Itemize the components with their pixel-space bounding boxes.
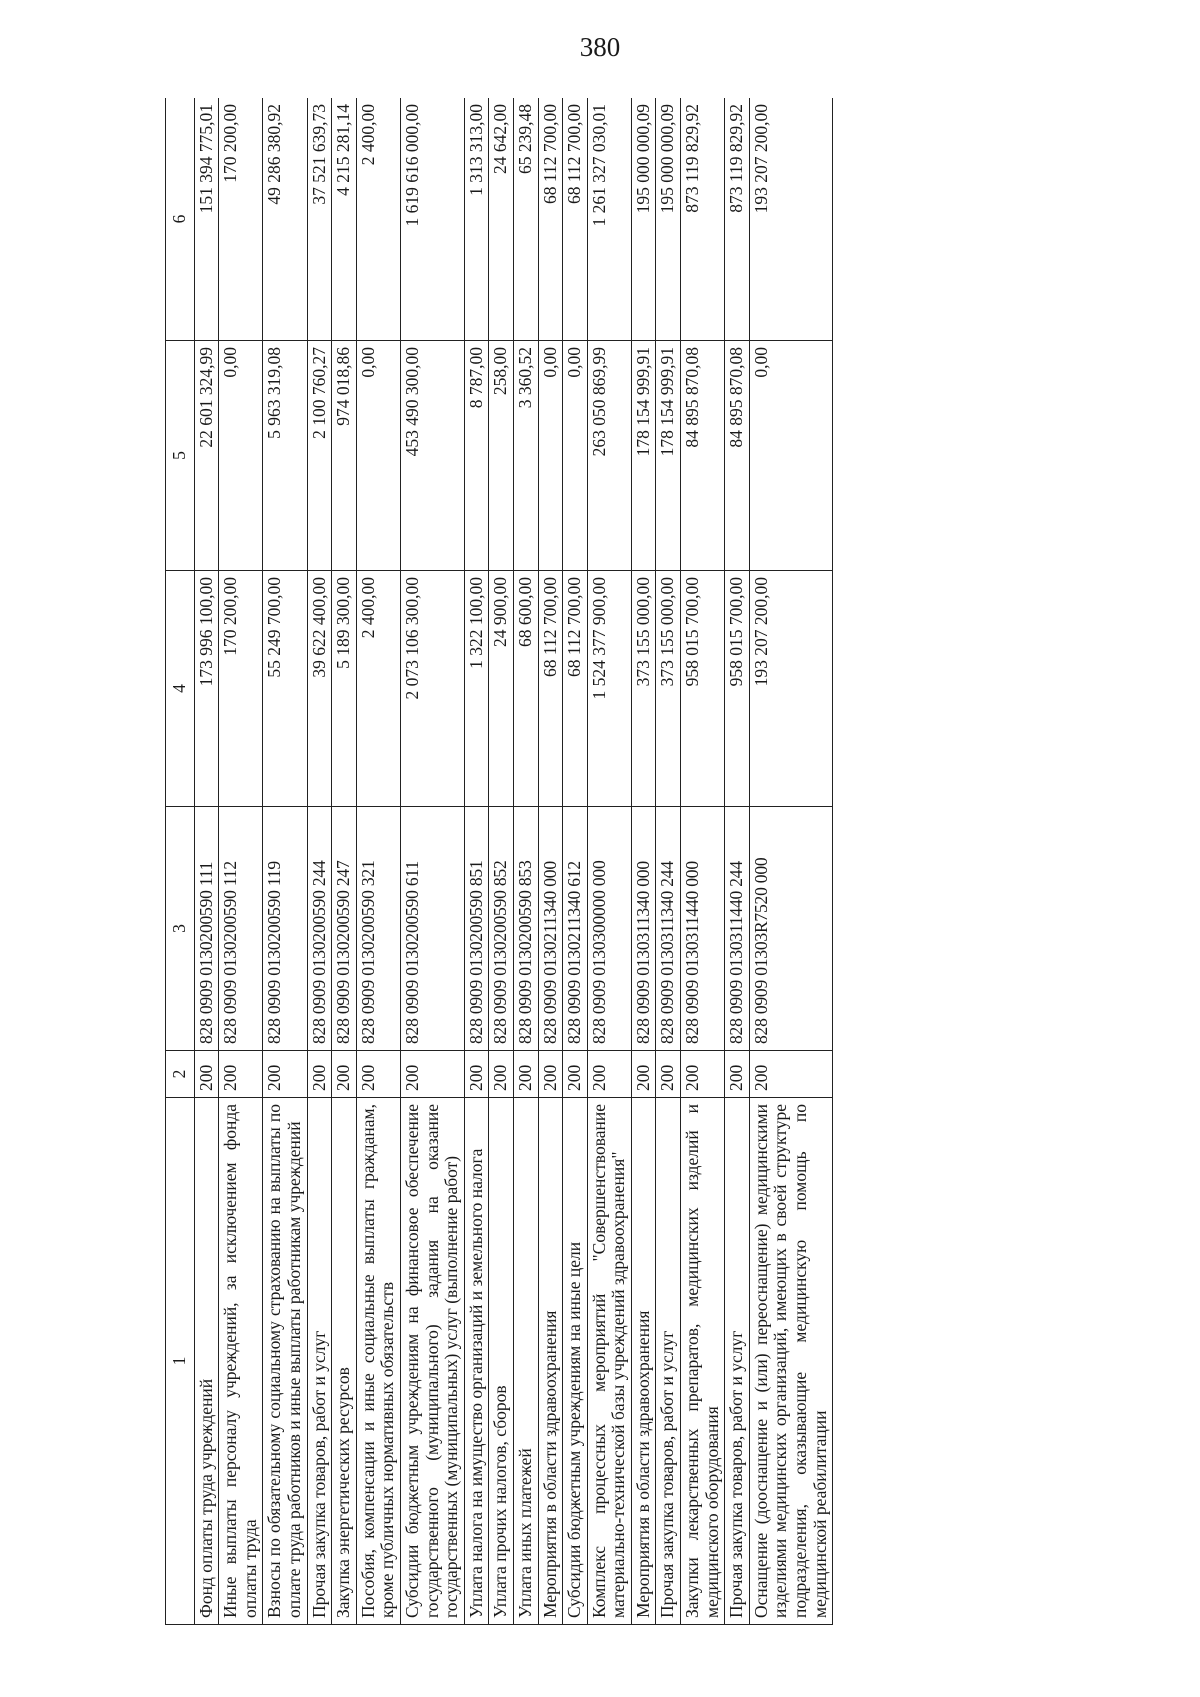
column-header: 2 — [166, 1051, 195, 1098]
row-approved-cell: 5 189 300,00 — [332, 571, 357, 807]
row-code-cell: 200 — [332, 1051, 357, 1098]
row-kbk-cell: 828 0909 0130311340 000 — [631, 807, 656, 1051]
table-row — [263, 98, 307, 1625]
row-code-cell: 200 — [587, 1051, 631, 1098]
row-kbk-cell: 828 0909 0130200590 247 — [332, 807, 357, 1051]
row-executed-cell: 22 601 324,99 — [194, 341, 219, 571]
row-code-cell: 200 — [749, 1051, 832, 1098]
row-kbk-cell: 828 0909 0130200590 112 — [219, 807, 263, 1051]
row-executed-cell: 0,00 — [563, 341, 588, 571]
row-remaining-cell: 151 394 775,01 — [194, 98, 219, 341]
row-executed-cell: 263 050 869,99 — [587, 341, 631, 571]
row-code-cell: 200 — [538, 1051, 563, 1098]
rotated-table-container — [165, 98, 1030, 1625]
row-approved-cell: 958 015 700,00 — [725, 571, 750, 807]
row-kbk-cell: 828 0909 0130200590 853 — [513, 807, 538, 1051]
table-row — [681, 98, 725, 1625]
row-name-cell: Уплата иных платежей — [513, 1098, 538, 1625]
row-executed-cell: 0,00 — [538, 341, 563, 571]
row-name-cell: Мероприятия в области здравоохранения — [538, 1098, 563, 1625]
row-name-cell: Закупка энергетических ресурсов — [332, 1098, 357, 1625]
row-approved-cell: 373 155 000,00 — [656, 571, 681, 807]
row-remaining-cell: 1 313 313,00 — [464, 98, 489, 341]
row-approved-cell: 1 322 100,00 — [464, 571, 489, 807]
row-remaining-cell: 195 000 000,09 — [631, 98, 656, 341]
table-body — [194, 98, 833, 1625]
column-header: 4 — [166, 571, 195, 807]
row-remaining-cell: 24 642,00 — [489, 98, 514, 341]
row-remaining-cell: 873 119 829,92 — [725, 98, 750, 341]
row-executed-cell: 2 100 760,27 — [307, 341, 332, 571]
row-name-cell: Уплата прочих налогов, сборов — [489, 1098, 514, 1625]
row-executed-cell: 974 018,86 — [332, 341, 357, 571]
table-row — [563, 98, 588, 1625]
table-row — [489, 98, 514, 1625]
row-name-cell: Взносы по обязательному социальному страхованию на выплаты по оплате труда работников и иные выплаты работникам учреждений — [263, 1098, 307, 1625]
table-row — [194, 98, 219, 1625]
column-header: 5 — [166, 341, 195, 571]
row-approved-cell: 68 112 700,00 — [563, 571, 588, 807]
header-row — [166, 98, 195, 1625]
row-name-cell: Мероприятия в области здравоохранения — [631, 1098, 656, 1625]
row-code-cell: 200 — [656, 1051, 681, 1098]
row-approved-cell: 39 622 400,00 — [307, 571, 332, 807]
row-executed-cell: 178 154 999,91 — [656, 341, 681, 571]
table-row — [307, 98, 332, 1625]
row-kbk-cell: 828 0909 0130311440 000 — [681, 807, 725, 1051]
row-approved-cell: 68 112 700,00 — [538, 571, 563, 807]
column-header: 3 — [166, 807, 195, 1051]
row-approved-cell: 1 524 377 900,00 — [587, 571, 631, 807]
row-code-cell: 200 — [263, 1051, 307, 1098]
table-row — [400, 98, 464, 1625]
rotated-table-frame — [165, 98, 1030, 1625]
row-executed-cell: 84 895 870,08 — [725, 341, 750, 571]
row-remaining-cell: 195 000 000,09 — [656, 98, 681, 341]
row-executed-cell: 0,00 — [356, 341, 400, 571]
row-name-cell: Субсидии бюджетным учреждениям на финансовое обеспечение государственного (муниципального) задания на оказание государственных (муниципальных) услуг (выполнение работ) — [400, 1098, 464, 1625]
row-kbk-cell: 828 0909 0130300000 000 — [587, 807, 631, 1051]
row-executed-cell: 178 154 999,91 — [631, 341, 656, 571]
table-row — [356, 98, 400, 1625]
row-code-cell: 200 — [194, 1051, 219, 1098]
row-approved-cell: 173 996 100,00 — [194, 571, 219, 807]
row-code-cell: 200 — [489, 1051, 514, 1098]
row-executed-cell: 8 787,00 — [464, 341, 489, 571]
row-code-cell: 200 — [631, 1051, 656, 1098]
row-code-cell: 200 — [356, 1051, 400, 1098]
row-kbk-cell: 828 0909 0130200590 244 — [307, 807, 332, 1051]
row-remaining-cell: 193 207 200,00 — [749, 98, 832, 341]
row-approved-cell: 55 249 700,00 — [263, 571, 307, 807]
row-kbk-cell: 828 0909 0130311340 244 — [656, 807, 681, 1051]
row-code-cell: 200 — [307, 1051, 332, 1098]
row-kbk-cell: 828 0909 0130200590 111 — [194, 807, 219, 1051]
row-approved-cell: 68 600,00 — [513, 571, 538, 807]
page-number: 380 — [579, 32, 621, 62]
column-header: 1 — [166, 1098, 195, 1625]
table-row — [587, 98, 631, 1625]
row-kbk-cell: 828 0909 0130200590 611 — [400, 807, 464, 1051]
row-kbk-cell: 828 0909 0130200590 852 — [489, 807, 514, 1051]
row-remaining-cell: 68 112 700,00 — [538, 98, 563, 341]
row-approved-cell: 2 073 106 300,00 — [400, 571, 464, 807]
row-kbk-cell: 828 0909 0130200590 119 — [263, 807, 307, 1051]
row-name-cell: Субсидии бюджетным учреждениям на иные цели — [563, 1098, 588, 1625]
row-executed-cell: 5 963 319,08 — [263, 341, 307, 571]
row-approved-cell: 2 400,00 — [356, 571, 400, 807]
table-row — [656, 98, 681, 1625]
row-remaining-cell: 170 200,00 — [219, 98, 263, 341]
row-executed-cell: 3 360,52 — [513, 341, 538, 571]
table-row — [464, 98, 489, 1625]
row-executed-cell: 258,00 — [489, 341, 514, 571]
table-row — [538, 98, 563, 1625]
row-kbk-cell: 828 0909 0130200590 851 — [464, 807, 489, 1051]
row-name-cell: Иные выплаты персоналу учреждений, за исключением фонда оплаты труда — [219, 1098, 263, 1625]
row-name-cell: Пособия, компенсации и иные социальные выплаты гражданам, кроме публичных нормативных обязательств — [356, 1098, 400, 1625]
row-remaining-cell: 65 239,48 — [513, 98, 538, 341]
row-remaining-cell: 49 286 380,92 — [263, 98, 307, 341]
row-approved-cell: 24 900,00 — [489, 571, 514, 807]
row-kbk-cell: 828 0909 0130211340 612 — [563, 807, 588, 1051]
column-header: 6 — [166, 98, 195, 341]
row-code-cell: 200 — [681, 1051, 725, 1098]
row-kbk-cell: 828 0909 0130200590 321 — [356, 807, 400, 1051]
row-name-cell: Комплекс процессных мероприятий "Совершенствование материально-технической базы учреждений здравоохранения" — [587, 1098, 631, 1625]
row-name-cell: Прочая закупка товаров, работ и услуг — [307, 1098, 332, 1625]
row-name-cell: Прочая закупка товаров, работ и услуг — [656, 1098, 681, 1625]
row-remaining-cell: 873 119 829,92 — [681, 98, 725, 341]
table-row — [219, 98, 263, 1625]
row-kbk-cell: 828 0909 0130311440 244 — [725, 807, 750, 1051]
row-code-cell: 200 — [400, 1051, 464, 1098]
table-row — [332, 98, 357, 1625]
row-executed-cell: 453 490 300,00 — [400, 341, 464, 571]
budget-table — [165, 98, 833, 1625]
row-name-cell: Фонд оплаты труда учреждений — [194, 1098, 219, 1625]
row-code-cell: 200 — [725, 1051, 750, 1098]
row-remaining-cell: 1 261 327 030,01 — [587, 98, 631, 341]
row-kbk-cell: 828 0909 01303R7520 000 — [749, 807, 832, 1051]
row-code-cell: 200 — [464, 1051, 489, 1098]
row-approved-cell: 193 207 200,00 — [749, 571, 832, 807]
row-name-cell: Оснащение (дооснащение и (или) переоснащение) медицинскими изделиями медицинских организаций, имеющих в своей структуре подразделения, оказывающие медицинскую помощь по медицинской реабилитации — [749, 1098, 832, 1625]
row-remaining-cell: 2 400,00 — [356, 98, 400, 341]
row-remaining-cell: 1 619 616 000,00 — [400, 98, 464, 341]
table-row — [725, 98, 750, 1625]
row-code-cell: 200 — [513, 1051, 538, 1098]
table-row — [631, 98, 656, 1625]
row-code-cell: 200 — [219, 1051, 263, 1098]
row-approved-cell: 958 015 700,00 — [681, 571, 725, 807]
table-row — [513, 98, 538, 1625]
row-name-cell: Прочая закупка товаров, работ и услуг — [725, 1098, 750, 1625]
row-approved-cell: 373 155 000,00 — [631, 571, 656, 807]
row-remaining-cell: 68 112 700,00 — [563, 98, 588, 341]
row-approved-cell: 170 200,00 — [219, 571, 263, 807]
row-remaining-cell: 37 521 639,73 — [307, 98, 332, 341]
row-kbk-cell: 828 0909 0130211340 000 — [538, 807, 563, 1051]
row-code-cell: 200 — [563, 1051, 588, 1098]
row-name-cell: Закупки лекарственных препаратов, медицинских изделий и медицинского оборудования — [681, 1098, 725, 1625]
table-row — [749, 98, 832, 1625]
row-executed-cell: 0,00 — [749, 341, 832, 571]
row-executed-cell: 0,00 — [219, 341, 263, 571]
row-remaining-cell: 4 215 281,14 — [332, 98, 357, 341]
row-executed-cell: 84 895 870,08 — [681, 341, 725, 571]
row-name-cell: Уплата налога на имущество организаций и земельного налога — [464, 1098, 489, 1625]
